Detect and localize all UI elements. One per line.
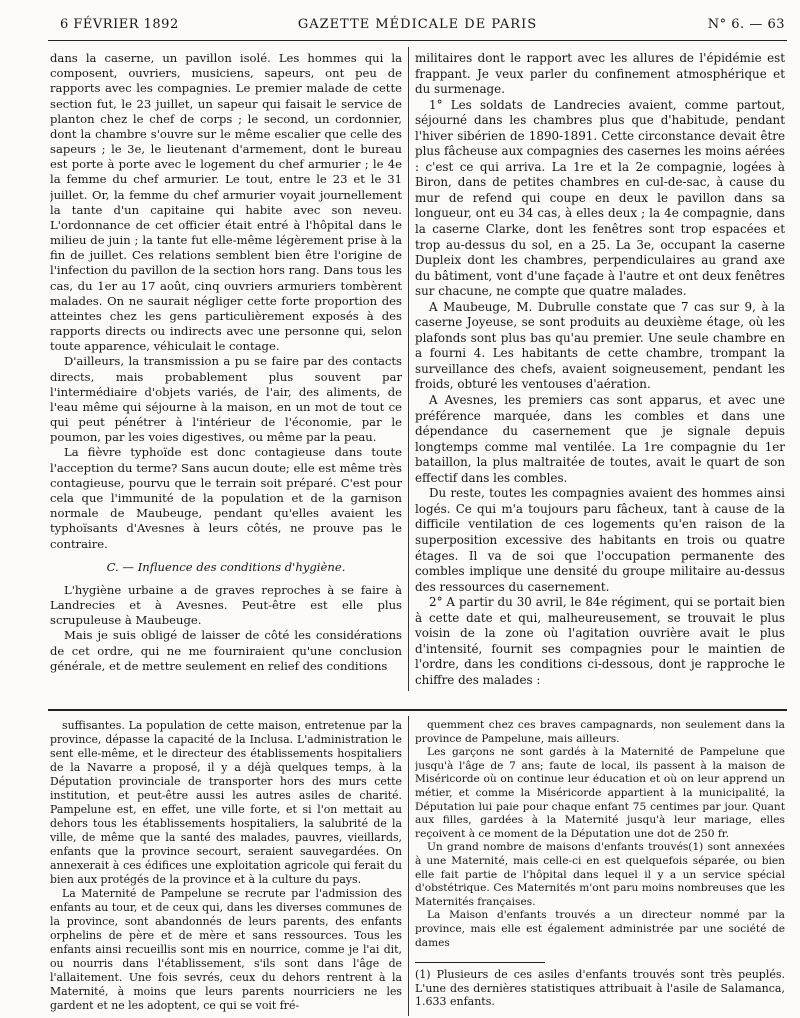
- paragraph: Mais je suis obligé de laisser de côté les considérations de cet ordre, qui ne me fourniraient qu'une conclusion générale, et de mettre seulement en relief des conditions: [50, 628, 402, 673]
- header-rule: [48, 40, 787, 41]
- feuilleton-rule: [48, 709, 787, 711]
- paragraph: A Maubeuge, M. Dubrulle constate que 7 cas sur 9, à la caserne Joyeuse, se sont produits au deuxième étage, où les plafonds sont plus bas qu'au premier. Une seule chambre en a fourni 4. Les habitants de cette chambre, trompant la surveillance des chefs, avaient soigneusement, pendant les froids, obturé les ventouses d'aération.: [415, 299, 785, 392]
- footnote: (1) Plusieurs de ces asiles d'enfants trouvés sont très peuplés. L'une des dernières statistiques attribuait à l'asile de Salamanca, 1.633 enfants.: [415, 968, 785, 1008]
- column-divider: [408, 47, 409, 691]
- paragraph: Un grand nombre de maisons d'enfants trouvés(1) sont annexées à une Maternité, mais celle-ci en est quelquefois séparée, ou bien elle fait partie de l'hôpital dans lequel il y a un service spécial d'obstétrique. Ces Maternités m'ont paru moins nombreuses que les Maternités françaises.: [415, 841, 785, 908]
- paragraph: dans la caserne, un pavillon isolé. Les hommes qui la composent, ouvriers, musiciens, sapeurs, ont peu de rapports avec les compagnies. Le premier malade de cette section fut, le 23 juillet, un sapeur qui faisait le service de planton chez le chef de corps ; le second, un cordonnier, dont la chambre s'ouvre sur le même escalier que celle des sapeurs ; le 3e, le lieutenant d'armement, dont le bureau est porte à porte avec le logement du chef armurier ; le 4e la femme du chef armurier. Le tout, entre le 23 et le 31 juillet. Or, la femme du chef armurier voyait journellement la tante d'un capitaine qui habite avec son neveu. L'ordonnance de cet officier était entré à l'hôpital dans le milieu de juin ; la tante fut elle-même légèrement prise à la fin de juillet. Ces relations semblent bien être l'origine de l'infection du pavillon de la section hors rang. Dans tous les cas, du 1er au 17 août, cinq ouvriers armuriers tombèrent malades. On ne saurait négliger cette forte proportion des atteintes chez les gens particulièrement exposés à des rapports directs ou indirects avec une personne qui, selon toute apparence, véhiculait le contage.: [50, 51, 402, 354]
- column-divider: [408, 716, 409, 1016]
- lower-right-column: [415, 719, 785, 951]
- paragraph: L'hygiène urbaine a de graves reproches à se faire à Landrecies et à Avesnes. Peut-être est elle plus scrupuleuse à Maubeuge.: [50, 582, 402, 628]
- lower-left-column: [50, 719, 402, 1015]
- paragraph: Du reste, toutes les compagnies avaient des hommes ainsi logés. Ce qui m'a toujours paru fâcheux, tant à cause de la difficile ventilation de ces logements qu'en raison de la superposition excessive des habitants en trois ou quatre étages. Il va de soi que l'occupation permanente des combles implique une densité du groupe militaire au-dessus des ressources du casernement.: [415, 486, 785, 594]
- issue-date: 6 FÉVRIER 1892: [60, 17, 179, 32]
- running-head: [50, 15, 785, 37]
- page-number: N° 6. — 63: [707, 17, 785, 32]
- paragraph: Les garçons ne sont gardés à la Maternité de Pampelune que jusqu'à l'âge de 7 ans; faute de local, ils passent à la maison de Miséricorde où on continue leur éducation et où on leur apprend un métier, et comme la Miséricorde appartient à la municipalité, la Députation lui paie pour chaque enfant 75 centimes par jour. Quant aux filles, gardées à la Maternité jusqu'à leur mariage, elles reçoivent à ce moment de la Députation une dot de 250 fr.: [415, 746, 785, 840]
- journal-title: GAZETTE MÉDICALE DE PARIS: [297, 17, 538, 32]
- section-heading: C. — Influence des conditions d'hygiène.: [106, 559, 346, 574]
- paragraph: 1° Les soldats de Landrecies avaient, comme partout, séjourné dans les chambres plus que d'habitude, pendant l'hiver sibérien de 1890-1891. Cette circonstance devait être plus fâcheuse aux compagnies des casernes les moins aérées : c'est ce qui arriva. La 1re et la 2e compagnie, logées à Biron, dans de petites chambres en cul-de-sac, à cause du mur de refend qui coupe en deux le pavillon dans sa longueur, ont eu 34 cas, à elles deux ; la 4e compagnie, dans la caserne Clarke, dont les fenêtres sont trop espacées et trop au-dessus du sol, en a 25. La 3e, occupant la caserne Dupleix dont les chambres, perpendiculaires au grand axe du bâtiment, vont d'une façade à l'autre et ont deux fenêtres sur chacune, ne compte que quatre malades.: [415, 97, 785, 299]
- footnote-rule: [415, 962, 545, 963]
- paragraph: D'ailleurs, la transmission a pu se faire par des contacts directs, mais probablement plus souvent par l'intermédiaire d'objets variés, de l'air, des aliments, de l'eau même qui séjourne à la maison, en un mot de tout ce qui peut pénétrer à l'intérieur de l'économie, par le poumon, par les voies digestives, ou même par la peau.: [50, 354, 402, 445]
- upper-left-column: [50, 51, 402, 691]
- paragraph: militaires dont le rapport avec les allures de l'épidémie est frappant. Je veux parler du confinement atmosphérique et du surmenage.: [415, 51, 785, 97]
- paragraph: 2° A partir du 30 avril, le 84e régiment, qui se portait bien à cette date et qui, malheureusement, se trouvait le plus voisin de la zone où l'agitation ouvrière avait le plus d'intensité, fournit ses compagnies pour le maintien de l'ordre, dans les conditions ci-dessous, dont je rapproche le chiffre des malades :: [415, 595, 785, 687]
- paragraph: La Maison d'enfants trouvés a un directeur nommé par la province, mais elle est également administrée par une société de dames: [415, 909, 785, 949]
- paragraph: A Avesnes, les premiers cas sont apparus, et avec une préférence marquée, dans les combles et dans une dépendance du casernement que je signale depuis longtemps comme mal ventilée. La 1re compagnie du 1er bataillon, la plus maltraitée de toutes, avait le quart de son effectif dans les combles.: [415, 393, 785, 485]
- upper-right-column: [415, 51, 785, 691]
- paragraph: quemment chez ces braves campagnards, non seulement dans la province de Pampelune, mais ailleurs.: [415, 719, 785, 745]
- paragraph: La Maternité de Pampelune se recrute par l'admission des enfants au tour, et de ceux qui, dans les diverses communes de la province, sont abandonnés de leurs parents, des enfants orphelins de père et de mère et sans ressources. Tous les enfants ainsi recueillis sont mis en nourrice, comme je l'ai dit, ou nourris dans l'établissement, s'ils sont dans l'âge de l'allaitement. Une fois sevrés, ceux du dehors rentrent à la Maternité, à moins que leurs parents nourriciers ne les gardent et ne les adoptent, ce qui se voit fré-: [50, 886, 402, 1012]
- paragraph: La fièvre typhoïde est donc contagieuse dans toute l'acception du terme? Sans aucun doute; elle est même très contagieuse, pourvu que le terrain soit préparé. C'est pour cela que l'immunité de la population et de la garnison normale de Maubeuge, pendant qu'elles avaient les typhoïsants d'Avesnes à leurs côtés, ne prouve pas le contraire.: [50, 445, 402, 551]
- paragraph: suffisantes. La population de cette maison, entretenue par la province, dépasse la capacité de la Inclusa. L'administration le sent elle-même, et le directeur des établissements hospitaliers de la Navarre a proposé, il y a déjà quelques temps, à la Députation provinciale de transporter hors des murs cette institution, et peut-être aussi les autres asiles de charité. Pampelune est, en effet, une ville forte, et si l'on mettait au dehors tous les établissements hospitaliers, la salubrité de la ville, de même que la santé des malades, pauvres, vieillards, enfants que la province secourt, seraient sauvegardées. On annexerait à ces édifices une exploitation agricole qui ferait du bien aux protégés de la province et à la culture du pays.: [50, 719, 402, 886]
